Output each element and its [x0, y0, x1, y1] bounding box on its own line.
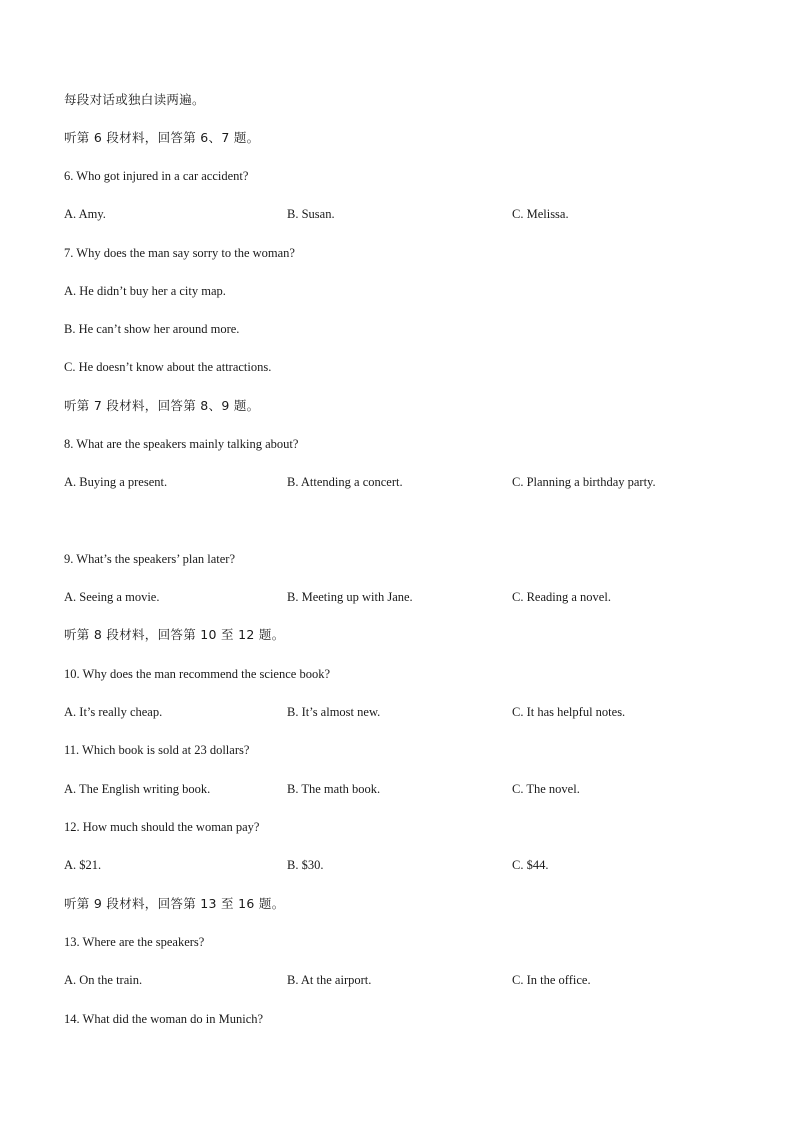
- question-7-option-c: C. He doesn’t know about the attractions.: [64, 360, 272, 374]
- section-8-heading: 听第 8 段材料，回答第 10 至 12 题。: [64, 627, 285, 642]
- option-a: A. On the train.: [64, 973, 143, 987]
- question-10: 10. Why does the man recommend the science book?: [64, 667, 331, 681]
- question-13: 13. Where are the speakers?: [64, 935, 205, 949]
- section-7-heading: 听第 7 段材料，回答第 8、9 题。: [64, 398, 260, 413]
- question-7-option-a: A. He didn’t buy her a city map.: [64, 284, 226, 298]
- question-6-options: [0, 206, 794, 222]
- section-9-heading: 听第 9 段材料，回答第 13 至 16 题。: [64, 896, 285, 911]
- question-12-options: [0, 857, 794, 873]
- question-13-options: [0, 972, 794, 988]
- option-a: A. It’s really cheap.: [64, 705, 163, 719]
- question-8: 8. What are the speakers mainly talking about?: [64, 437, 299, 451]
- option-c: C. The novel.: [512, 782, 580, 796]
- question-9: 9. What’s the speakers’ plan later?: [64, 552, 235, 566]
- option-c: C. $44.: [512, 858, 549, 872]
- option-c: C. Planning a birthday party.: [512, 475, 656, 489]
- question-6: 6. Who got injured in a car accident?: [64, 169, 249, 183]
- section-6-heading: 听第 6 段材料，回答第 6、7 题。: [64, 130, 260, 145]
- option-b: B. Attending a concert.: [287, 475, 403, 489]
- question-9-options: [0, 589, 794, 605]
- option-b: B. It’s almost new.: [287, 705, 381, 719]
- question-14: 14. What did the woman do in Munich?: [64, 1012, 264, 1026]
- option-a: A. Amy.: [64, 207, 106, 221]
- option-b: B. Susan.: [287, 207, 335, 221]
- option-a: A. $21.: [64, 858, 102, 872]
- option-c: C. In the office.: [512, 973, 591, 987]
- question-11-options: [0, 781, 794, 797]
- question-8-options: [0, 474, 794, 490]
- option-b: B. At the airport.: [287, 973, 372, 987]
- option-a: A. The English writing book.: [64, 782, 211, 796]
- option-a: A. Buying a present.: [64, 475, 168, 489]
- intro-instruction: 每段对话或独白读两遍。: [64, 92, 205, 107]
- option-c: C. Reading a novel.: [512, 590, 611, 604]
- question-7: 7. Why does the man say sorry to the woman?: [64, 246, 295, 260]
- option-c: C. Melissa.: [512, 207, 569, 221]
- option-a: A. Seeing a movie.: [64, 590, 160, 604]
- option-b: B. $30.: [287, 858, 324, 872]
- question-10-options: [0, 704, 794, 720]
- option-c: C. It has helpful notes.: [512, 705, 626, 719]
- option-b: B. Meeting up with Jane.: [287, 590, 413, 604]
- question-11: 11. Which book is sold at 23 dollars?: [64, 743, 250, 757]
- option-b: B. The math book.: [287, 782, 381, 796]
- question-12: 12. How much should the woman pay?: [64, 820, 260, 834]
- question-7-option-b: B. He can’t show her around more.: [64, 322, 240, 336]
